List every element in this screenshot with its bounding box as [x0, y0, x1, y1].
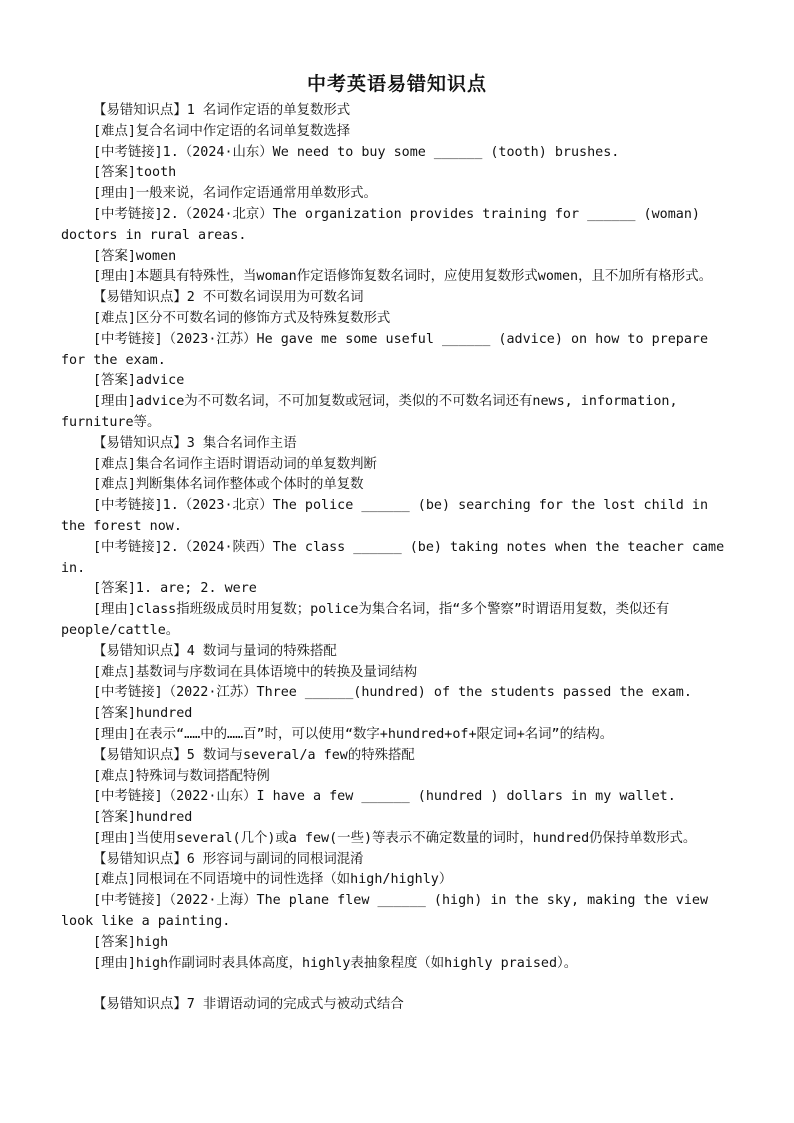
section-heading: 【易错知识点】2 不可数名词误用为可数名词 [93, 290, 364, 306]
difficulty-line: [难点]特殊词与数词搭配特例 [93, 768, 270, 784]
answer-line: [答案]women [93, 248, 177, 264]
reason-line: [理由]一般来说，名词作定语通常用单数形式。 [93, 186, 377, 202]
exam-link-line: [中考链接]（2022·山东）I have a few ______ (hundred ) dollars in my wallet. [93, 789, 676, 805]
document-body [61, 101, 737, 1016]
difficulty-line: [难点]复合名词中作定语的名词单复数选择 [93, 123, 351, 139]
answer-line: [答案]hundred [93, 706, 193, 722]
exam-link-line: [中考链接]（2022·江苏）Three ______(hundred) of the students passed the exam. [93, 685, 692, 701]
reason-line: [理由]在表示“……中的……百”时，可以使用“数字+hundred+of+限定词+名词”的结构。 [93, 726, 614, 742]
section-heading: 【易错知识点】5 数词与several/a few的特殊搭配 [93, 747, 415, 763]
page-title: 中考英语易错知识点 [306, 73, 487, 95]
reason-line: [理由]当使用several(几个)或a few(一些)等表示不确定数量的词时，hundred仍保持单数形式。 [93, 830, 697, 846]
exam-link-line: [中考链接]（2022·上海）The plane flew ______ (high) in the sky, making the view look like a painting. [61, 893, 709, 930]
reason-line: [理由]本题具有特殊性，当woman作定语修饰复数名词时，应使用复数形式women，且不加所有格形式。 [93, 269, 712, 285]
section-heading: 【易错知识点】3 集合名词作主语 [93, 435, 297, 451]
reason-line: [理由]class指班级成员时用复数；police为集合名词，指“多个警察”时谓语用复数，类似还有people/cattle。 [61, 602, 670, 638]
answer-line: [答案]hundred [93, 810, 193, 826]
exam-link-line: [中考链接]1.（2024·山东）We need to buy some ______ (tooth) brushes. [93, 144, 620, 160]
blank-line [61, 974, 737, 995]
reason-line: [理由]advice为不可数名词，不可加复数或冠词，类似的不可数名词还有news, information, furniture等。 [61, 394, 678, 430]
section-heading: 【易错知识点】1 名词作定语的单复数形式 [93, 103, 351, 118]
difficulty-line: [难点]集合名词作主语时谓语动词的单复数判断 [93, 456, 377, 472]
answer-line: [答案]1. are; 2. were [93, 581, 257, 597]
exam-link-line: [中考链接]2.（2024·北京）The organization provides training for ______ (woman) doctors in rural areas. [61, 206, 700, 243]
section-heading: 【易错知识点】6 形容词与副词的同根词混淆 [93, 851, 364, 867]
exam-link-line: [中考链接]1.（2023·北京）The police ______ (be) searching for the lost child in the forest now. [61, 498, 709, 534]
answer-line: [答案]high [93, 934, 169, 950]
exam-link-line: [中考链接]2.（2024·陕西）The class ______ (be) taking notes when the teacher came in. [61, 539, 725, 576]
difficulty-line: [难点]判断集体名词作整体或个体时的单复数 [93, 477, 364, 493]
answer-line: [答案]advice [93, 373, 185, 389]
difficulty-line: [难点]区分不可数名词的修饰方式及特殊复数形式 [93, 310, 391, 326]
exam-link-line: [中考链接]（2023·江苏）He gave me some useful ______ (advice) on how to prepare for the exam. [61, 331, 709, 368]
section-heading: 【易错知识点】4 数词与量词的特殊搭配 [93, 643, 337, 659]
section-heading: 【易错知识点】7 非谓语动词的完成式与被动式结合 [93, 997, 404, 1013]
difficulty-line: [难点]同根词在不同语境中的词性选择（如high/highly） [93, 872, 453, 888]
answer-line: [答案]tooth [93, 165, 177, 181]
reason-line: [理由]high作副词时表具体高度，highly表抽象程度（如highly praised）。 [93, 955, 578, 971]
difficulty-line: [难点]基数词与序数词在具体语境中的转换及量词结构 [93, 664, 418, 680]
